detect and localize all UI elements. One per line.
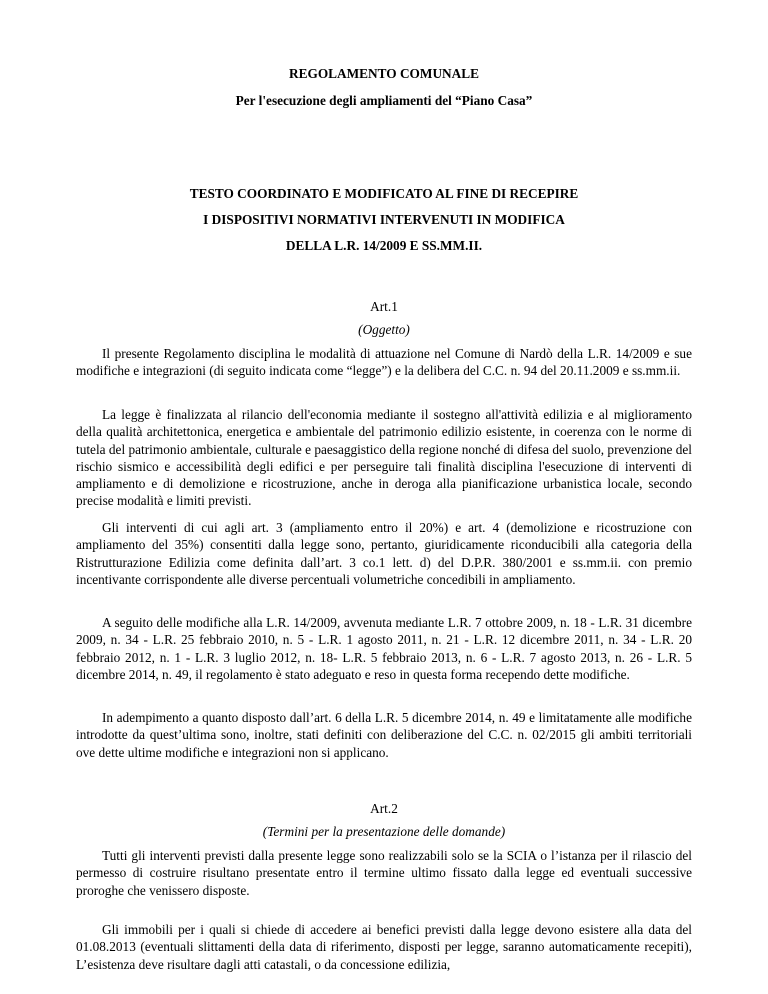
art2-heading: Art.2 — [370, 801, 398, 816]
document-subtitle: Per l'esecuzione degli ampliamenti del “Piano Casa” — [235, 93, 533, 108]
art1-paragraph-2: La legge è finalizzata al rilancio dell'economia mediante il sostegno all'attività edilizia e al miglioramento della qualità architettonica, energetica e ambientale del patrimonio edilizio esistente, in coerenza con le norme di tutela del patrimonio ambientale, culturale e paesaggistico della regione nonché di difesa del suolo, prevenzione del rischio sismico e accessibilità degli edifici e per perseguire tali finalità disciplina l'esecuzione di interventi di ampliamento e di demolizione e ricostruzione, anche in deroga alla pianificazione urbanistica locale, secondo precise modalità e limiti previsti. — [76, 407, 692, 509]
art2-paragraph-2: Gli immobili per i quali si chiede di accedere ai benefici previsti dalla legge devono esistere alla data del 01.08.2013 (eventuali slittamenti della data di riferimento, disposti per legge, saranno automaticamente recepiti), L’esistenza deve risultare dagli atti catastali, o da concessione edilizia, — [76, 922, 692, 972]
document-title: REGOLAMENTO COMUNALE — [289, 66, 479, 81]
art1-paragraph-1: Il presente Regolamento disciplina le modalità di attuazione nel Comune di Nardò della L.R. 14/2009 e sue modifiche e integrazioni (di seguito indicata come “legge”) e la delibera del C.C. n. 94 del 20.11.2009 e ss.mm.ii. — [76, 346, 692, 379]
art2-subheading: (Termini per la presentazione delle domande) — [262, 824, 506, 839]
art1-paragraph-3: Gli interventi di cui agli art. 3 (ampliamento entro il 20%) e art. 4 (demolizione e ricostruzione con ampliamento del 35%) consentiti dalla legge sono, pertanto, giuridicamente riconducibili alla categoria della Ristrutturazione Edilizia come definita dall’art. 3 co.1 lett. d) del D.P.R. 380/2001 e ss.mm.ii. con premio incentivante corrispondente alle diverse percentuali volumetriche concedibili in ampliamento. — [76, 520, 692, 587]
coordinated-heading-line-1: TESTO COORDINATO E MODIFICATO AL FINE DI RECEPIRE — [189, 186, 579, 201]
art1-heading: Art.1 — [370, 299, 398, 314]
coordinated-text-heading — [0, 181, 768, 259]
coordinated-heading-line-2: I DISPOSITIVI NORMATIVI INTERVENUTI IN MODIFICA — [203, 212, 565, 227]
art1-paragraph-5: In adempimento a quanto disposto dall’art. 6 della L.R. 5 dicembre 2014, n. 49 e limitatamente alle modifiche introdotte da quest’ultima sono, inoltre, stati definiti con deliberazione del C.C. n. 02/2015 gli ambiti territoriali ove dette ultime modifiche e integrazioni non si applicano. — [76, 710, 692, 760]
coordinated-heading-line-3: DELLA L.R. 14/2009 E SS.MM.II. — [285, 238, 483, 253]
art2-paragraph-1: Tutti gli interventi previsti dalla presente legge sono realizzabili solo se la SCIA o l’istanza per il rilascio del permesso di costruire risultano presentate entro il termine ultimo fissato dalla legge ed eventuali successive proroghe che venissero disposte. — [76, 848, 692, 898]
art1-subheading: (Oggetto) — [358, 322, 410, 337]
art1-paragraph-4: A seguito delle modifiche alla L.R. 14/2009, avvenuta mediante L.R. 7 ottobre 2009, n. 18 - L.R. 31 dicembre 2009, n. 34 - L.R. 25 febbraio 2010, n. 5 - L.R. 1 agosto 2011, n. 21 - L.R. 12 dicembre 2011, n. 34 - L.R. 20 febbraio 2012, n. 1 - L.R. 3 luglio 2012, n. 18- L.R. 5 febbraio 2013, n. 6 - L.R. 7 agosto 2013, n. 26 - L.R. 5 dicembre 2014, n. 49, il regolamento è stato adeguato e reso in questa forma recependo dette modifiche. — [76, 615, 692, 682]
